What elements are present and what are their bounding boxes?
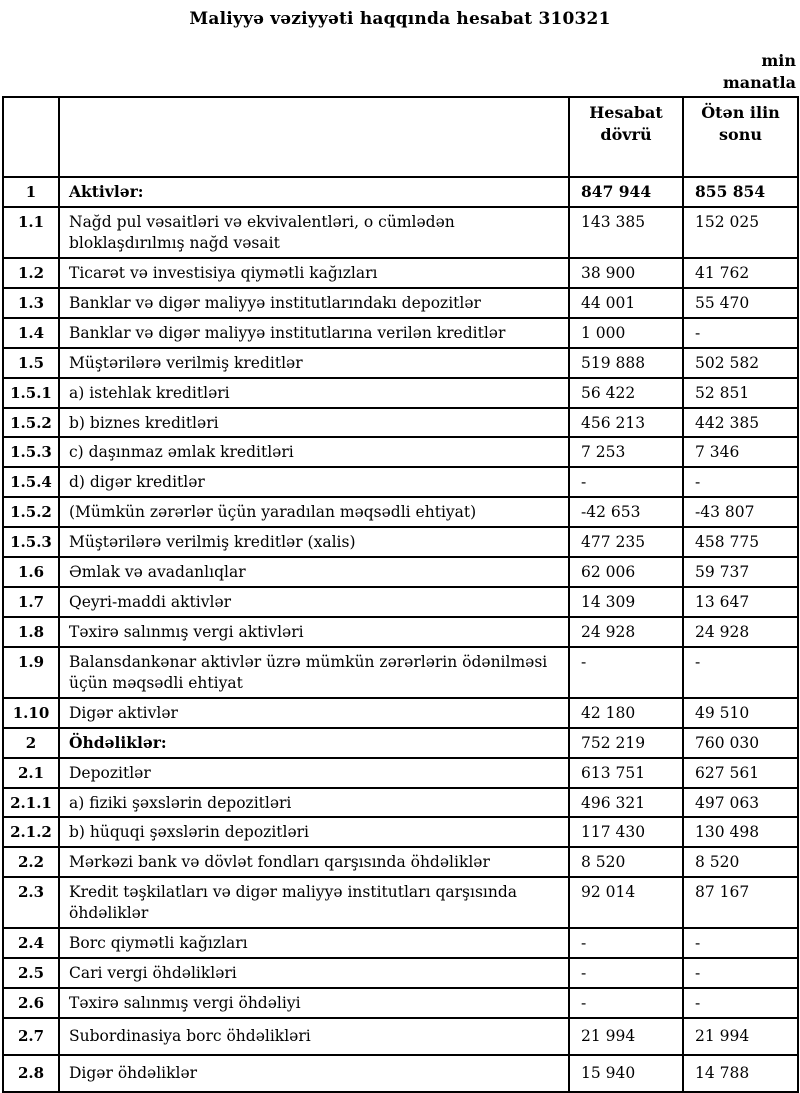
table-row [3,587,798,617]
current-period-value: 477 235 [569,527,683,557]
row-number: 1.5.4 [3,467,59,497]
row-label: c) daşınmaz əmlak kreditləri [59,437,569,467]
previous-year-value: 52 851 [683,378,798,408]
previous-year-value: 13 647 [683,587,798,617]
unit-note-line2: manatla [722,72,796,92]
current-period-value: 7 253 [569,437,683,467]
row-label: Digər aktivlər [59,698,569,728]
current-period-value: 62 006 [569,557,683,587]
table-row [3,497,798,527]
previous-year-value: 855 854 [683,177,798,207]
previous-year-value: 497 063 [683,788,798,818]
row-label: Təxirə salınmış vergi aktivləri [59,617,569,647]
row-number: 2.5 [3,958,59,988]
current-period-value: 8 520 [569,847,683,877]
current-period-value: 143 385 [569,207,683,258]
previous-year-value: 130 498 [683,817,798,847]
unit-note-line1: min [761,51,796,70]
row-label: Digər öhdəliklər [59,1055,569,1092]
table-row [3,817,798,847]
row-label: Müştərilərə verilmiş kreditlər (xalis) [59,527,569,557]
current-period-value: 56 422 [569,378,683,408]
table-row [3,728,798,758]
current-period-value: 44 001 [569,288,683,318]
previous-year-value: - [683,958,798,988]
row-label: Kredit təşkilatları və digər maliyyə institutları qarşısında öhdəliklər [59,877,569,928]
table-row [3,928,798,958]
table-row [3,958,798,988]
row-label: a) fiziki şəxslərin depozitləri [59,788,569,818]
header-previous-year-end: Ötən ilin sonu [683,97,798,177]
row-number: 1.5.3 [3,527,59,557]
row-number: 2.1.2 [3,817,59,847]
row-label: Müştərilərə verilmiş kreditlər [59,348,569,378]
row-number: 1.8 [3,617,59,647]
row-label: (Mümkün zərərlər üçün yaradılan məqsədli ehtiyat) [59,497,569,527]
row-number: 1.9 [3,647,59,698]
table-row [3,617,798,647]
row-label: Balansdankənar aktivlər üzrə mümkün zərərlərin ödənilməsi üçün məqsədli ehtiyat [59,647,569,698]
previous-year-value: -43 807 [683,497,798,527]
previous-year-value: 7 346 [683,437,798,467]
table-row [3,288,798,318]
previous-year-value: - [683,318,798,348]
row-label: Aktivlər: [59,177,569,207]
current-period-value: 613 751 [569,758,683,788]
table-row [3,758,798,788]
current-period-value: 14 309 [569,587,683,617]
previous-year-value: 14 788 [683,1055,798,1092]
row-label: Banklar və digər maliyyə institutlarındakı depozitlər [59,288,569,318]
row-number: 1.5.3 [3,437,59,467]
row-number: 1.6 [3,557,59,587]
row-label: Öhdəliklər: [59,728,569,758]
current-period-value: - [569,928,683,958]
table-row [3,467,798,497]
previous-year-value: - [683,467,798,497]
row-number: 1.4 [3,318,59,348]
current-period-value: 496 321 [569,788,683,818]
row-number: 1.2 [3,258,59,288]
current-period-value: 847 944 [569,177,683,207]
row-label: Borc qiymətli kağızları [59,928,569,958]
row-number: 1.5.2 [3,497,59,527]
row-label: Qeyri-maddi aktivlər [59,587,569,617]
table-row [3,258,798,288]
current-period-value: 1 000 [569,318,683,348]
previous-year-value: 458 775 [683,527,798,557]
row-number: 2.7 [3,1018,59,1055]
previous-year-value: 21 994 [683,1018,798,1055]
previous-year-value: 442 385 [683,408,798,438]
previous-year-value: 55 470 [683,288,798,318]
current-period-value: 92 014 [569,877,683,928]
row-number: 1.5 [3,348,59,378]
previous-year-value: 49 510 [683,698,798,728]
row-number: 2.1 [3,758,59,788]
financial-position-table [2,96,799,1093]
table-row [3,378,798,408]
row-label: b) biznes kreditləri [59,408,569,438]
previous-year-value: 8 520 [683,847,798,877]
unit-note [0,50,796,93]
current-period-value: 752 219 [569,728,683,758]
row-number: 1.10 [3,698,59,728]
current-period-value: 24 928 [569,617,683,647]
table-row [3,207,798,258]
table-row [3,527,798,557]
table-row [3,557,798,587]
row-label: Depozitlər [59,758,569,788]
row-number: 1.5.2 [3,408,59,438]
current-period-value: - [569,958,683,988]
previous-year-value: - [683,928,798,958]
table-row [3,698,798,728]
row-label: b) hüquqi şəxslərin depozitləri [59,817,569,847]
current-period-value: - [569,988,683,1018]
current-period-value: - [569,467,683,497]
header-current-period: Hesabat dövrü [569,97,683,177]
table-row [3,1018,798,1055]
table-row [3,877,798,928]
current-period-value: 117 430 [569,817,683,847]
previous-year-value: 760 030 [683,728,798,758]
table-row [3,1055,798,1092]
table-body [3,177,798,1092]
previous-year-value: 87 167 [683,877,798,928]
row-number: 2.1.1 [3,788,59,818]
previous-year-value: 59 737 [683,557,798,587]
row-number: 2.6 [3,988,59,1018]
previous-year-value: 24 928 [683,617,798,647]
row-label: Ticarət və investisiya qiymətli kağızları [59,258,569,288]
table-row [3,318,798,348]
table-row [3,177,798,207]
row-number: 1.7 [3,587,59,617]
table-row [3,647,798,698]
previous-year-value: 152 025 [683,207,798,258]
current-period-value: 15 940 [569,1055,683,1092]
table-header-row [3,97,798,177]
row-label: a) istehlak kreditləri [59,378,569,408]
header-label-column [59,97,569,177]
table-row [3,437,798,467]
table-row [3,788,798,818]
current-period-value: 21 994 [569,1018,683,1055]
row-number: 1.3 [3,288,59,318]
row-number: 2.2 [3,847,59,877]
previous-year-value: - [683,988,798,1018]
row-label: Mərkəzi bank və dövlət fondları qarşısında öhdəliklər [59,847,569,877]
row-label: Subordinasiya borc öhdəlikləri [59,1018,569,1055]
row-label: Əmlak və avadanlıqlar [59,557,569,587]
current-period-value: 519 888 [569,348,683,378]
table-row [3,847,798,877]
row-label: Təxirə salınmış vergi öhdəliyi [59,988,569,1018]
row-number: 2.3 [3,877,59,928]
previous-year-value: 502 582 [683,348,798,378]
row-label: d) digər kreditlər [59,467,569,497]
row-number: 2.4 [3,928,59,958]
row-label: Nağd pul vəsaitləri və ekvivalentləri, o cümlədən bloklaşdırılmış nağd vəsait [59,207,569,258]
current-period-value: 42 180 [569,698,683,728]
row-number: 2 [3,728,59,758]
row-label: Banklar və digər maliyyə institutlarına verilən kreditlər [59,318,569,348]
row-number: 1 [3,177,59,207]
table-row [3,408,798,438]
previous-year-value: - [683,647,798,698]
current-period-value: - [569,647,683,698]
previous-year-value: 627 561 [683,758,798,788]
row-number: 1.1 [3,207,59,258]
table-row [3,988,798,1018]
row-number: 1.5.1 [3,378,59,408]
row-label: Cari vergi öhdəlikləri [59,958,569,988]
current-period-value: 456 213 [569,408,683,438]
table-row [3,348,798,378]
header-number-column [3,97,59,177]
current-period-value: -42 653 [569,497,683,527]
report-title: Maliyyə vəziyyəti haqqında hesabat 310321 [189,9,611,29]
current-period-value: 38 900 [569,258,683,288]
previous-year-value: 41 762 [683,258,798,288]
row-number: 2.8 [3,1055,59,1092]
